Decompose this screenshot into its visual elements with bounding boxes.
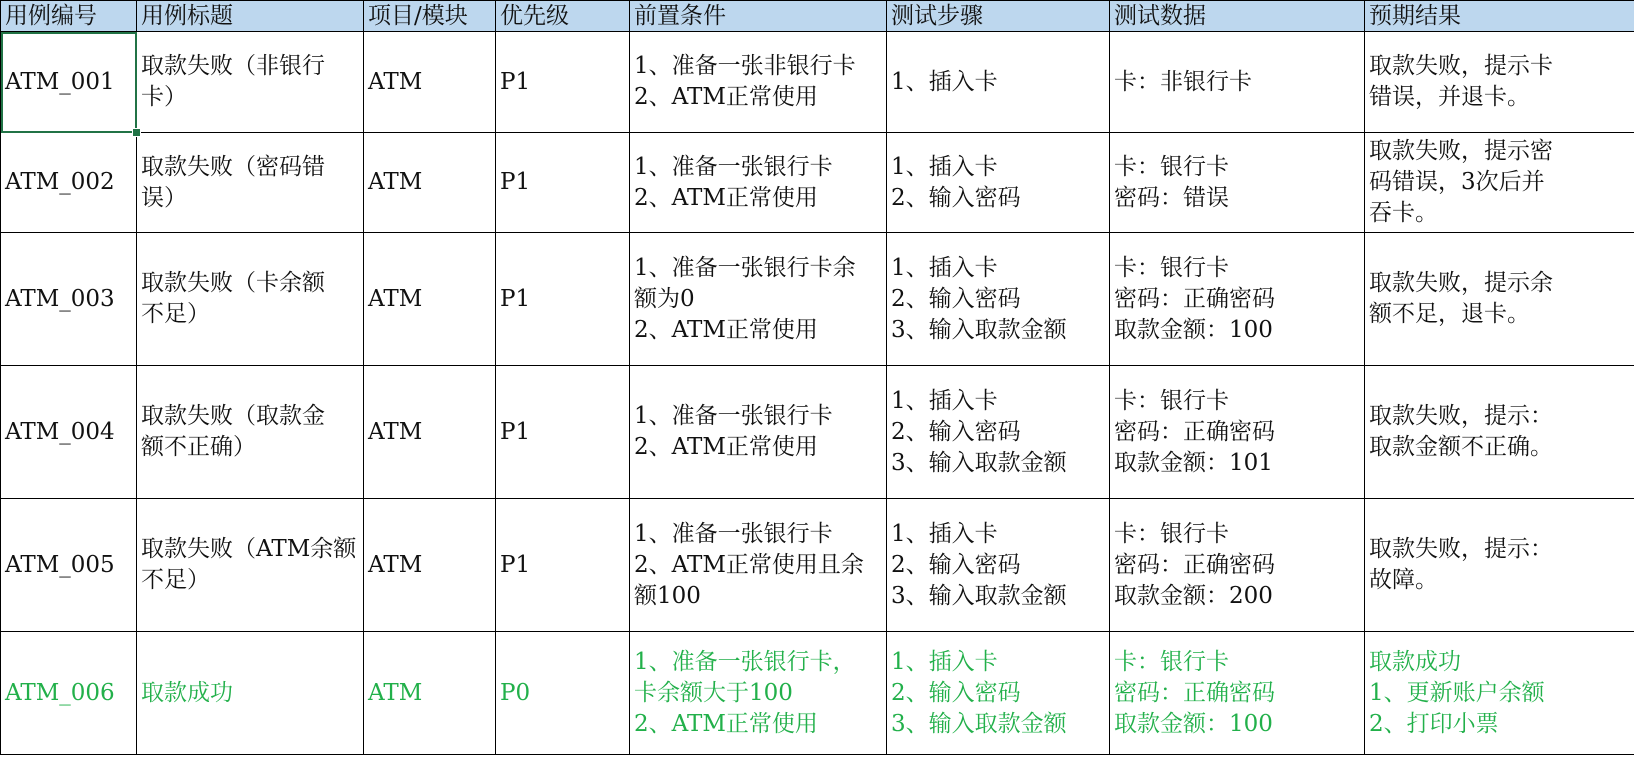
- cell-precondition[interactable]: 1、准备一张非银行卡 2、ATM正常使用: [630, 32, 887, 133]
- cell-priority[interactable]: P1: [496, 499, 630, 632]
- cell-case-id[interactable]: ATM_004: [1, 366, 137, 499]
- cell-steps[interactable]: 1、插入卡 2、输入密码: [887, 133, 1110, 233]
- cell-expected[interactable]: 取款失败，提示： 取款金额不正确。: [1365, 366, 1634, 499]
- cell-expected[interactable]: 取款失败，提示卡 错误，并退卡。: [1365, 32, 1634, 133]
- cell-priority[interactable]: P1: [496, 32, 630, 133]
- header-cell-expected[interactable]: 预期结果: [1365, 1, 1634, 32]
- cell-priority[interactable]: P1: [496, 233, 630, 366]
- cell-case-title[interactable]: 取款失败（密码错 误）: [137, 133, 364, 233]
- cell-steps[interactable]: 1、插入卡 2、输入密码 3、输入取款金额: [887, 499, 1110, 632]
- cell-expected[interactable]: 取款失败，提示余 额不足，退卡。: [1365, 233, 1634, 366]
- table-row: [1, 366, 1634, 499]
- cell-precondition[interactable]: 1、准备一张银行卡余 额为0 2、ATM正常使用: [630, 233, 887, 366]
- cell-module[interactable]: ATM: [364, 632, 496, 755]
- cell-case-id[interactable]: ATM_005: [1, 499, 137, 632]
- cell-case-title[interactable]: 取款成功: [137, 632, 364, 755]
- cell-expected[interactable]: 取款失败，提示密 码错误，3次后并 吞卡。: [1365, 133, 1634, 233]
- cell-priority[interactable]: P1: [496, 366, 630, 499]
- header-cell-test-data[interactable]: 测试数据: [1110, 1, 1365, 32]
- cell-steps[interactable]: 1、插入卡 2、输入密码 3、输入取款金额: [887, 366, 1110, 499]
- cell-module[interactable]: ATM: [364, 233, 496, 366]
- cell-case-id[interactable]: ATM_002: [1, 133, 137, 233]
- cell-expected[interactable]: 取款成功 1、更新账户余额 2、打印小票: [1365, 632, 1634, 755]
- header-cell-case-id[interactable]: 用例编号: [1, 1, 137, 32]
- cell-test-data[interactable]: 卡：银行卡 密码：正确密码 取款金额：101: [1110, 366, 1365, 499]
- cell-expected[interactable]: 取款失败，提示： 故障。: [1365, 499, 1634, 632]
- header-row: [1, 1, 1634, 32]
- header-cell-steps[interactable]: 测试步骤: [887, 1, 1110, 32]
- header-cell-priority[interactable]: 优先级: [496, 1, 630, 32]
- header-cell-module[interactable]: 项目/模块: [364, 1, 496, 32]
- cell-case-id-selected[interactable]: ATM_001: [1, 32, 137, 133]
- cell-priority[interactable]: P1: [496, 133, 630, 233]
- cell-case-title[interactable]: 取款失败（ATM余额 不足）: [137, 499, 364, 632]
- cell-precondition[interactable]: 1、准备一张银行卡 2、ATM正常使用: [630, 366, 887, 499]
- cell-test-data[interactable]: 卡：非银行卡: [1110, 32, 1365, 133]
- cell-test-data[interactable]: 卡：银行卡 密码：正确密码 取款金额：200: [1110, 499, 1365, 632]
- table-row-success: [1, 632, 1634, 755]
- cell-test-data[interactable]: 卡：银行卡 密码：正确密码 取款金额：100: [1110, 632, 1365, 755]
- table-row: [1, 499, 1634, 632]
- cell-precondition[interactable]: 1、准备一张银行卡 2、ATM正常使用: [630, 133, 887, 233]
- table-row: [1, 233, 1634, 366]
- cell-case-id[interactable]: ATM_003: [1, 233, 137, 366]
- table-row: [1, 133, 1634, 233]
- cell-steps[interactable]: 1、插入卡 2、输入密码 3、输入取款金额: [887, 632, 1110, 755]
- header-cell-case-title[interactable]: 用例标题: [137, 1, 364, 32]
- cell-module[interactable]: ATM: [364, 366, 496, 499]
- cell-case-title[interactable]: 取款失败（卡余额 不足）: [137, 233, 364, 366]
- cell-steps[interactable]: 1、插入卡: [887, 32, 1110, 133]
- cell-steps[interactable]: 1、插入卡 2、输入密码 3、输入取款金额: [887, 233, 1110, 366]
- cell-case-id[interactable]: ATM_006: [1, 632, 137, 755]
- cell-case-title[interactable]: 取款失败（取款金 额不正确）: [137, 366, 364, 499]
- selection-fill-handle[interactable]: [132, 128, 141, 137]
- cell-module[interactable]: ATM: [364, 32, 496, 133]
- header-cell-precondition[interactable]: 前置条件: [630, 1, 887, 32]
- cell-test-data[interactable]: 卡：银行卡 密码：正确密码 取款金额：100: [1110, 233, 1365, 366]
- cell-test-data[interactable]: 卡：银行卡 密码：错误: [1110, 133, 1365, 233]
- cell-module[interactable]: ATM: [364, 133, 496, 233]
- cell-case-title[interactable]: 取款失败（非银行 卡）: [137, 32, 364, 133]
- cell-priority[interactable]: P0: [496, 632, 630, 755]
- table-row: [1, 32, 1634, 133]
- cell-precondition[interactable]: 1、准备一张银行卡， 卡余额大于100 2、ATM正常使用: [630, 632, 887, 755]
- cell-module[interactable]: ATM: [364, 499, 496, 632]
- cell-precondition[interactable]: 1、准备一张银行卡 2、ATM正常使用且余 额100: [630, 499, 887, 632]
